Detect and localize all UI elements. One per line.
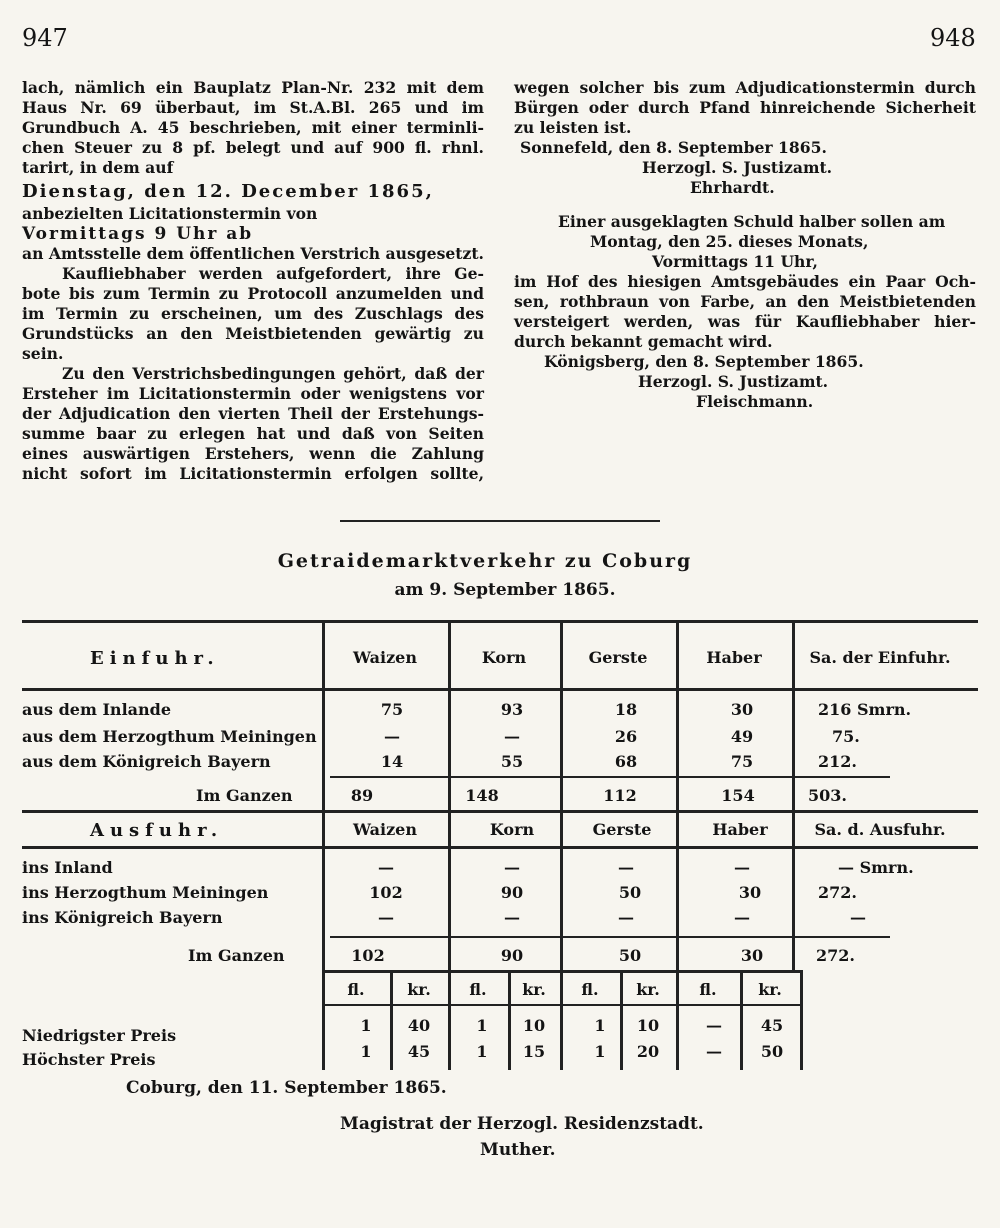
cell-gerste: 50 <box>618 946 642 965</box>
table-rule <box>330 776 890 778</box>
text-line: lach, nämlich ein Bauplatz Plan-Nr. 232 mit dem <box>22 78 484 97</box>
text-line: tarirt, in dem auf <box>22 158 174 177</box>
table-rule <box>22 846 978 849</box>
row-label: ins Königreich Bayern <box>22 908 223 927</box>
column-divider <box>322 620 325 810</box>
column-header: Haber <box>706 648 762 667</box>
cell-gerste: 18 <box>614 700 638 719</box>
export-header: Ausfuhr. <box>90 820 224 841</box>
row-label: ins Herzogthum Meiningen <box>22 883 269 902</box>
cell-waizen: 89 <box>350 786 374 805</box>
cell-sum: 503. <box>808 786 847 805</box>
price-cell: — <box>706 1042 722 1061</box>
cell-sum: 212. <box>818 752 857 771</box>
price-cell: 40 <box>407 1016 431 1035</box>
column-divider <box>792 810 795 970</box>
column-divider <box>322 810 325 970</box>
cell-sum: — <box>850 908 866 927</box>
column-header: Korn <box>489 820 535 839</box>
cell-gerste: — <box>618 858 634 877</box>
column-divider <box>676 620 679 810</box>
text-line: Haus Nr. 69 überbaut, im St.A.Bl. 265 und im <box>22 98 484 117</box>
column-divider <box>740 970 743 1070</box>
price-cell: 1 <box>594 1016 606 1035</box>
text-line: an Amtsstelle dem öffentlichen Verstrich ausgesetzt. <box>22 244 484 263</box>
column-header: Gerste <box>592 820 652 839</box>
text-line: anbezielten Licitationstermin von <box>22 204 318 223</box>
column-divider <box>448 620 451 810</box>
row-label: Niedrigster Preis <box>22 1026 177 1045</box>
signer-name: Ehrhardt. <box>690 178 775 197</box>
price-cell: 10 <box>636 1016 660 1035</box>
unit-label: kr. <box>636 980 660 999</box>
row-label: aus dem Inlande <box>22 700 172 719</box>
unit-label: kr. <box>407 980 431 999</box>
authority-name: Magistrat der Herzogl. Residenzstadt. <box>340 1114 704 1134</box>
auction-date: Dienstag, den 12. December 1865, <box>22 181 434 202</box>
office-name: Herzogl. S. Justizamt. <box>642 158 833 177</box>
cell-korn: — <box>504 858 520 877</box>
text-line: Zu den Verstrichsbedingungen gehört, daß der <box>62 364 484 383</box>
row-label: ins Inland <box>22 858 113 877</box>
column-divider <box>560 810 563 970</box>
signer-name: Fleischmann. <box>696 392 814 411</box>
table-rule <box>22 810 978 813</box>
cell-haber: — <box>734 908 750 927</box>
row-label: aus dem Herzogthum Meiningen <box>22 727 317 746</box>
text-line: der Adjudication den vierten Theil der Erstehungs- <box>22 404 484 423</box>
column-header: Sa. der Einfuhr. <box>809 648 951 667</box>
price-cell: 1 <box>360 1016 372 1035</box>
place-date: Königsberg, den 8. September 1865. <box>544 352 864 371</box>
cell-sum: — Smrn. <box>838 858 914 877</box>
column-header: Waizen <box>353 820 417 839</box>
row-label: Höchster Preis <box>22 1050 156 1069</box>
page-number-left: 947 <box>22 24 68 52</box>
column-header: Gerste <box>588 648 648 667</box>
cell-waizen: 102 <box>351 946 385 965</box>
price-cell: 45 <box>760 1016 784 1035</box>
column-divider <box>676 810 679 970</box>
market-title: Getraidemarktverkehr zu Coburg <box>277 550 693 572</box>
text-line: im Hof des hiesigen Amtsgebäudes ein Paar Och- <box>514 272 976 291</box>
column-header: Korn <box>481 648 527 667</box>
table-rule <box>22 620 978 623</box>
section-divider <box>340 520 660 522</box>
text-line: sen, rothbraun von Farbe, an den Meistbietenden <box>514 292 976 311</box>
auction-date: Montag, den 25. dieses Monats, <box>590 232 869 251</box>
table-rule <box>330 936 890 938</box>
cell-waizen: 75 <box>380 700 404 719</box>
text-line: wegen solcher bis zum Adjudicationstermin durch <box>514 78 976 97</box>
cell-sum: 216 Smrn. <box>818 700 912 719</box>
text-line: Einer ausgeklagten Schuld halber sollen am <box>558 212 946 231</box>
unit-label: fl. <box>581 980 599 999</box>
cell-waizen: — <box>378 908 394 927</box>
page-number-right: 948 <box>930 24 976 52</box>
column-divider <box>560 620 563 810</box>
cell-waizen: 102 <box>369 883 403 902</box>
cell-sum: 272. <box>816 946 855 965</box>
text-line: eines auswärtigen Erstehers, wenn die Zahlung <box>22 444 484 463</box>
column-divider <box>448 970 451 1070</box>
text-line: Kaufliebhaber werden aufgefordert, ihre Ge- <box>62 264 484 283</box>
text-line: Grundbuch A. 45 beschrieben, mit einer terminli- <box>22 118 484 137</box>
price-cell: 10 <box>522 1016 546 1035</box>
signer-name: Muther. <box>480 1140 556 1160</box>
column-divider <box>322 970 325 1070</box>
column-divider <box>390 970 393 1070</box>
text-line: bote bis zum Termin zu Protocoll anzumelden und <box>22 284 484 303</box>
price-cell: 1 <box>476 1042 488 1061</box>
row-label: Im Ganzen <box>188 946 285 965</box>
cell-korn: — <box>504 727 520 746</box>
cell-waizen: — <box>378 858 394 877</box>
column-divider <box>560 970 563 1070</box>
cell-sum: 75. <box>832 727 860 746</box>
text-line: Bürgen oder durch Pfand hinreichende Sicherheit <box>514 98 976 117</box>
auction-time: Vormittags 9 Uhr ab <box>22 224 254 244</box>
text-line: zu leisten ist. <box>514 118 632 137</box>
market-date: am 9. September 1865. <box>394 580 616 600</box>
unit-label: fl. <box>699 980 717 999</box>
column-header: Waizen <box>353 648 417 667</box>
cell-haber: — <box>734 858 750 877</box>
row-label: aus dem Königreich Bayern <box>22 752 271 771</box>
cell-korn: 93 <box>500 700 524 719</box>
text-line: nicht sofort im Licitationstermin erfolgen sollte, <box>22 464 484 483</box>
office-name: Herzogl. S. Justizamt. <box>638 372 829 391</box>
cell-korn: 55 <box>500 752 524 771</box>
price-cell: 50 <box>760 1042 784 1061</box>
cell-gerste: 68 <box>614 752 638 771</box>
price-cell: 20 <box>636 1042 660 1061</box>
place-date: Sonnefeld, den 8. September 1865. <box>520 138 827 157</box>
cell-korn: 90 <box>500 883 524 902</box>
price-cell: 15 <box>522 1042 546 1061</box>
text-line: durch bekannt gemacht wird. <box>514 332 773 351</box>
auction-time: Vormittags 11 Uhr, <box>652 252 818 271</box>
place-date: Coburg, den 11. September 1865. <box>126 1078 447 1098</box>
cell-gerste: 26 <box>614 727 638 746</box>
column-divider <box>448 810 451 970</box>
unit-label: fl. <box>347 980 365 999</box>
cell-haber: 30 <box>738 883 762 902</box>
price-cell: 1 <box>360 1042 372 1061</box>
cell-haber: 154 <box>721 786 755 805</box>
text-line: Grundstücks an den Meistbietenden gewärtig zu sein. <box>22 324 484 363</box>
cell-gerste: — <box>618 908 634 927</box>
cell-waizen: 14 <box>380 752 404 771</box>
text-line: im Termin zu erscheinen, um des Zuschlags des <box>22 304 484 323</box>
cell-sum: 272. <box>818 883 857 902</box>
price-cell: 1 <box>476 1016 488 1035</box>
cell-korn: — <box>504 908 520 927</box>
unit-label: kr. <box>758 980 782 999</box>
column-header: Sa. d. Ausfuhr. <box>814 820 946 839</box>
left-column <box>22 78 484 484</box>
cell-haber: 49 <box>730 727 754 746</box>
unit-label: kr. <box>522 980 546 999</box>
cell-waizen: — <box>384 727 400 746</box>
price-cell: 1 <box>594 1042 606 1061</box>
column-divider <box>620 970 623 1070</box>
cell-gerste: 112 <box>603 786 637 805</box>
table-rule <box>22 688 978 691</box>
text-line: versteigert werden, was für Kaufliebhaber hier- <box>514 312 976 331</box>
text-line: Ersteher im Licitationstermin oder wenigstens vor <box>22 384 484 403</box>
column-divider <box>508 970 511 1070</box>
row-label: Im Ganzen <box>196 786 293 805</box>
cell-haber: 30 <box>730 700 754 719</box>
import-header: Einfuhr. <box>90 648 220 669</box>
cell-haber: 30 <box>740 946 764 965</box>
column-header: Haber <box>712 820 768 839</box>
cell-gerste: 50 <box>618 883 642 902</box>
text-line: chen Steuer zu 8 pf. belegt und auf 900 fl. rhnl. <box>22 138 484 157</box>
unit-label: fl. <box>469 980 487 999</box>
price-cell: 45 <box>407 1042 431 1061</box>
cell-korn: 90 <box>500 946 524 965</box>
cell-korn: 148 <box>465 786 499 805</box>
column-divider <box>792 620 795 810</box>
column-divider <box>676 970 679 1070</box>
column-divider <box>800 970 803 1070</box>
right-column <box>514 78 976 412</box>
cell-haber: 75 <box>730 752 754 771</box>
text-line: summe baar zu erlegen hat und daß von Seiten <box>22 424 484 443</box>
price-cell: — <box>706 1016 722 1035</box>
